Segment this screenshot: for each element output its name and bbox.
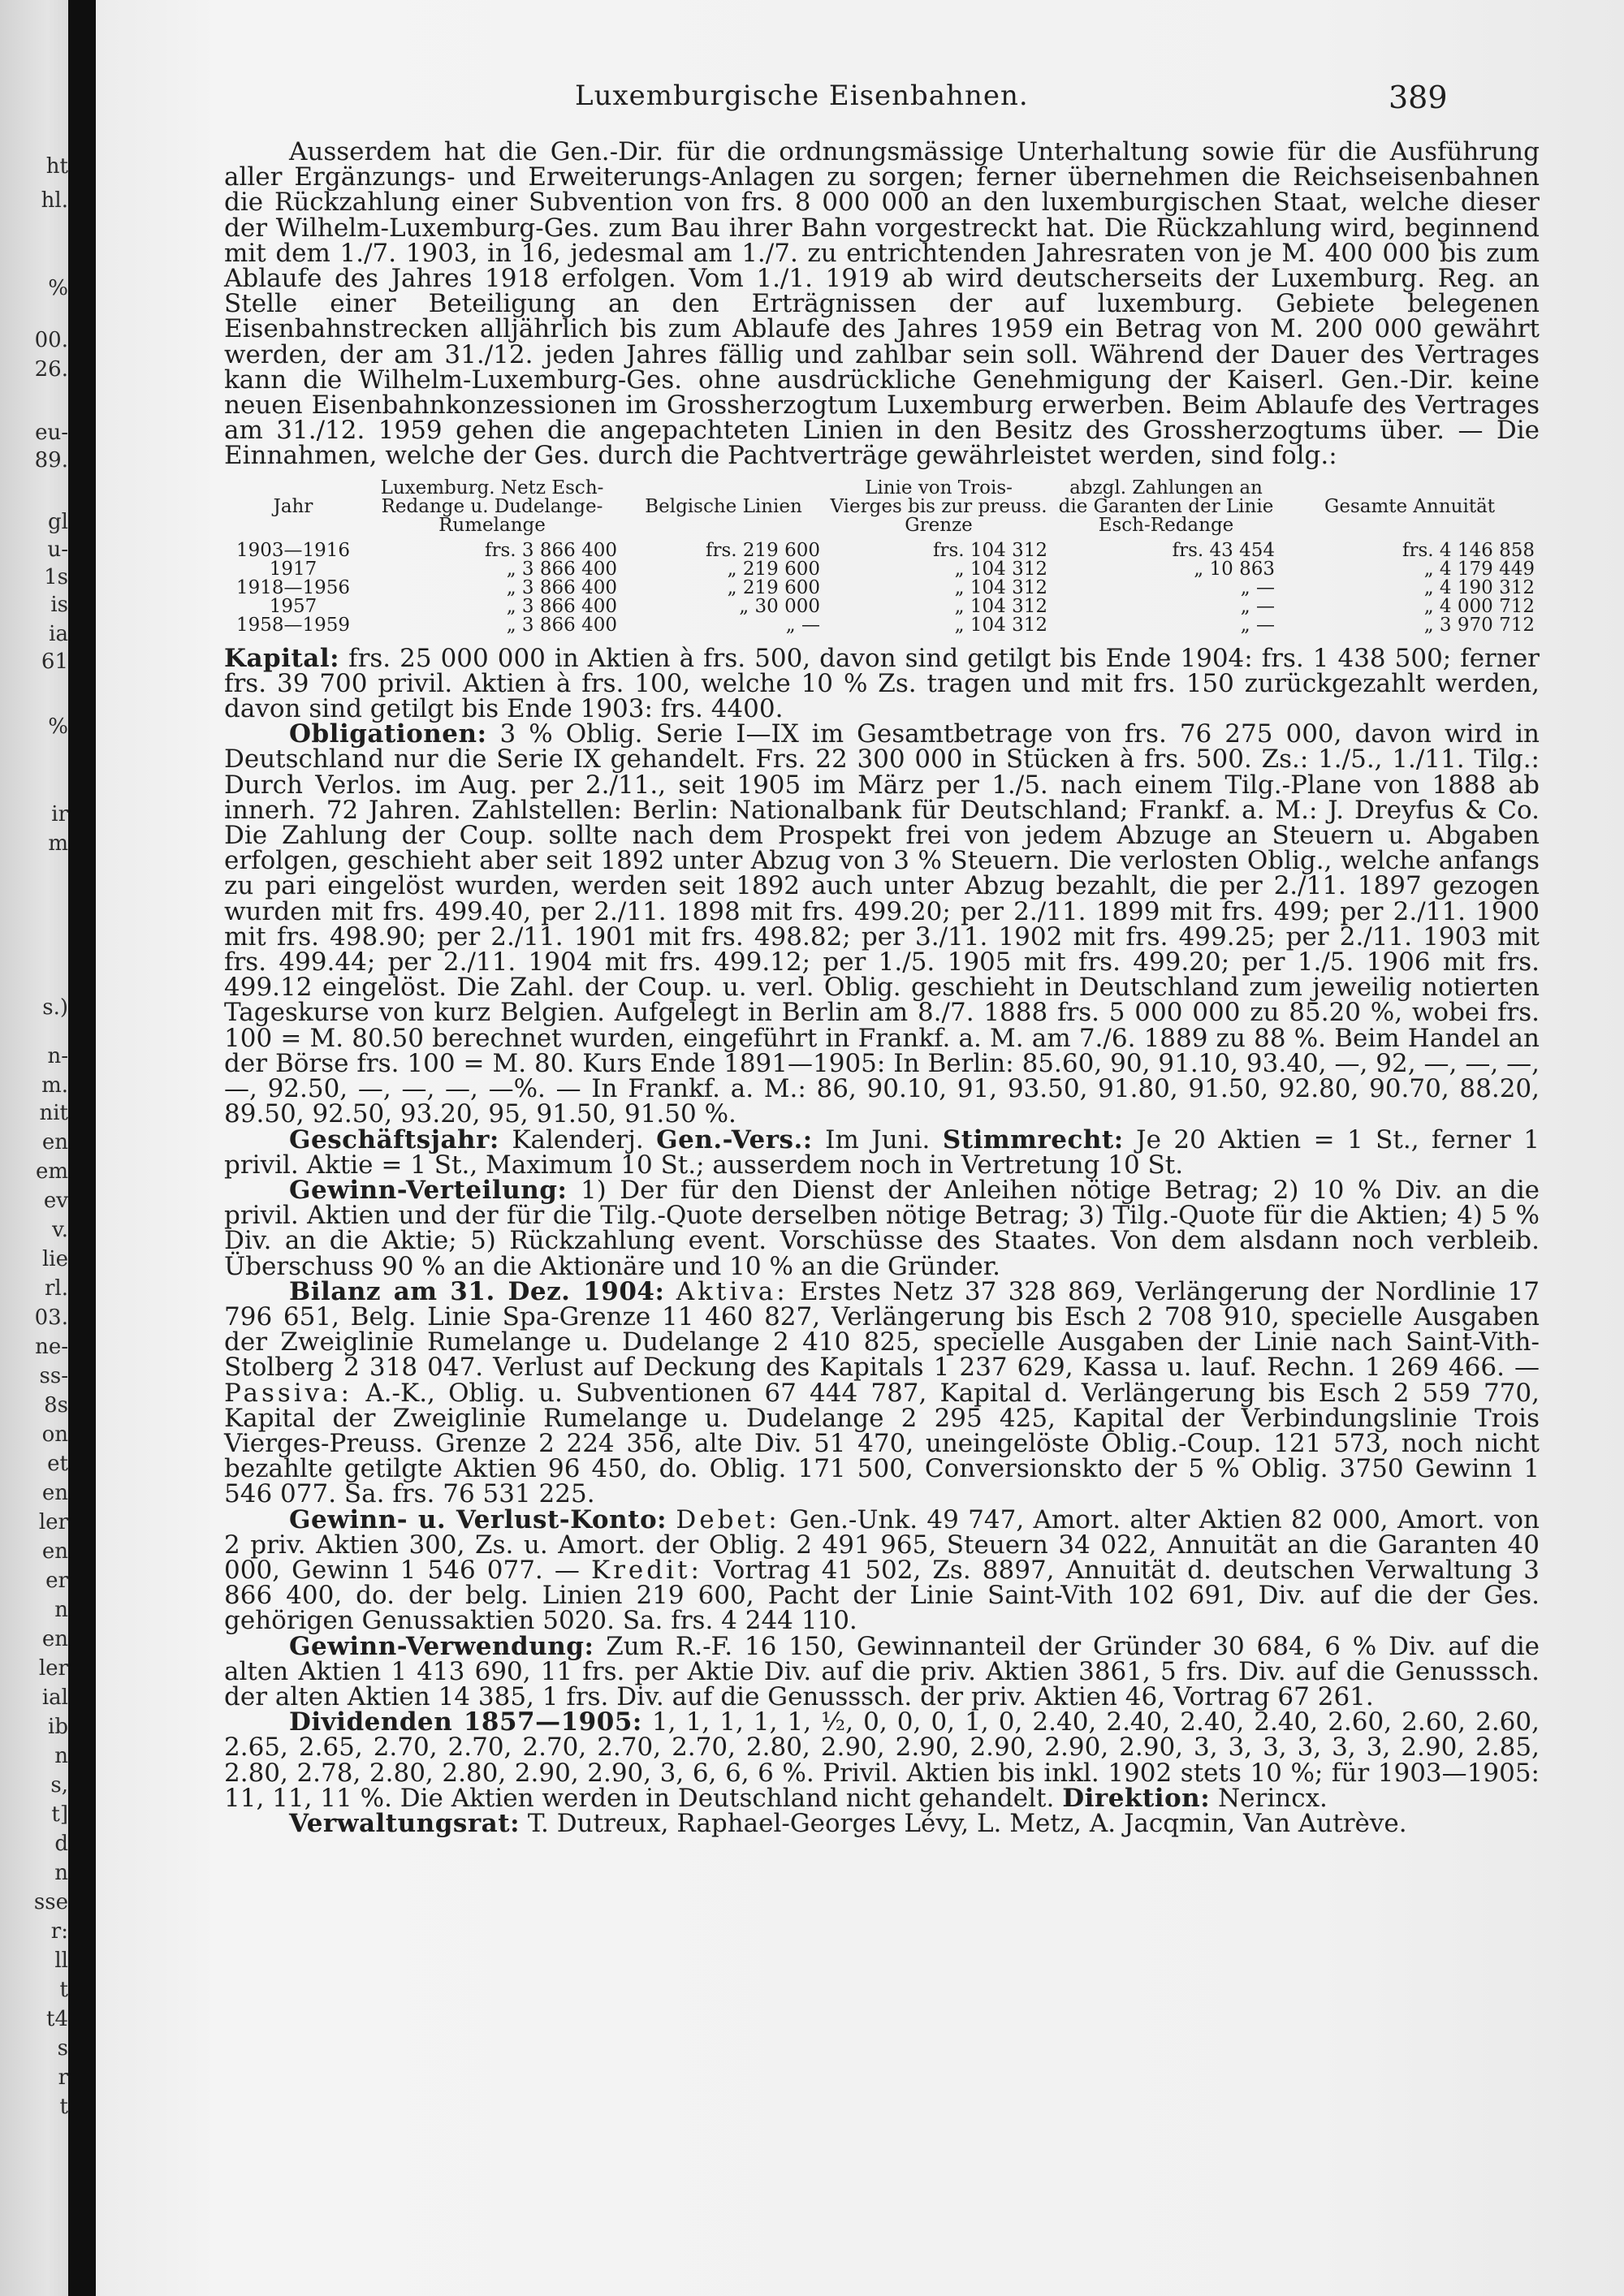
- previous-page-fragment: m.: [41, 1073, 68, 1098]
- previous-page-fragment: ler: [38, 1656, 68, 1681]
- previous-page-fragment: sse: [33, 1890, 68, 1914]
- annuity-table-grid: [224, 479, 1540, 635]
- previous-page-fragment: em: [35, 1159, 68, 1184]
- cell-netz: „ 3 866 400: [506, 595, 617, 617]
- table-header-row: [224, 479, 1540, 542]
- previous-page-fragment: ll: [54, 1949, 68, 1973]
- label-kredit: Kredit:: [590, 1555, 702, 1585]
- label-passiva: Passiva:: [224, 1378, 353, 1408]
- heading-dividenden: Dividenden 1857—1905:: [289, 1707, 642, 1737]
- previous-page-fragment: en: [41, 1481, 68, 1505]
- heading-gen-vers: Gen.-Vers.:: [656, 1124, 813, 1154]
- previous-page-fragment: u-: [47, 537, 68, 562]
- text-stimmrecht: Je 20 Aktien = 1 St., ferner 1 privil. Aktie = 1 St., Maximum 10 St.; ausserdem noch in Vertretung 10 St.: [224, 1124, 1540, 1180]
- cell-netz: „ 3 866 400: [506, 614, 617, 636]
- cell-gesamt: frs. 4 146 858: [1402, 539, 1535, 561]
- col-header-jahr: Jahr: [273, 495, 313, 517]
- previous-page-fragment: is: [50, 593, 68, 617]
- previous-page-fragment: n-: [47, 1044, 68, 1068]
- previous-page-fragment: %: [48, 276, 68, 300]
- previous-page-fragment: ne-: [35, 1335, 68, 1359]
- intro-paragraph: Ausserdem hat die Gen.-Dir. für die ordnungsmässige Unterhaltung sowie für die Ausführung aller Ergänzungs- und Erweiterungs-Anlagen zu sorgen; ferner übernehmen die Reichseisenbahnen die Rückzahlung einer Subvention von frs. 8 000 000 an den luxemburgischen Staat, welche dieser der Wilhelm-Luxemburg-Ges. zum Bau ihrer Bahn vorgestreckt hat. Die Rückzahlung wird, beginnend mit dem 1./7. 1903, in 16, jedesmal am 1./7. zu entrichtenden Jahresraten von je M. 400 000 bis zum Ablaufe des Jahres 1918 erfolgen. Vom 1./1. 1919 ab wird deutscherseits der Luxemburg. Reg. an Stelle einer Beteiligung an den Erträgnissen der auf luxemburg. Gebiete belegenen Eisenbahnstrecken alljährlich bis zum Ablaufe des Jahres 1959 ein Betrag von M. 200 000 gewährt werden, der am 31./12. jeden Jahres fällig und zahlbar sein soll. Während der Dauer des Vertrages kann die Wilhelm-Luxemburg-Ges. ohne ausdrückliche Genehmigung der Kaiserl. Gen.-Dir. keine neuen Eisenbahnkonzessionen im Grossherzogtum Luxemburg erwerben. Beim Ablaufe des Vertrages am 31./12. 1959 gehen die angepachteten Linien in den Besitz des Grossherzogtums über. — Die Einnahmen, welche der Ges. durch die Pachtverträge gewährleistet werden, sind folg.:: [224, 137, 1540, 471]
- previous-page-fragment: ib: [48, 1715, 68, 1739]
- body-text: [224, 137, 1540, 1838]
- book-gutter: [68, 0, 96, 2296]
- previous-page-fragment: ss-: [39, 1364, 68, 1388]
- previous-page-fragment: er: [45, 1569, 68, 1593]
- previous-page-fragment: ia: [49, 622, 68, 646]
- text-obligationen: 3 % Oblig. Serie I—IX im Gesamtbetrage von frs. 76 275 000, davon wird in Deutschland nur die Serie IX gehandelt. Frs. 22 300 000 in Stücken à frs. 500. Zs.: 1./5., 1./11. Tilg.: Durch Verlos. im Aug. per 2./11., seit 1905 im März per 1./5. nach einem Tilg.-Plane von 1888 ab innerh. 72 Jahren. Zahlstellen: Berlin: Nationalbank für Deutschland; Frankf. a. M.: J. Dreyfus & Co. Die Zahlung der Coup. sollte nach dem Prospekt frei von jedem Abzuge an Steuern u. Abgaben erfolgen, geschieht aber seit 1892 unter Abzug von 3 % Steuern. Die verlosten Oblig., welche anfangs zu pari eingelöst wurden, werden seit 1892 auch unter Abzug bezahlt, die per 2./11. 1897 gezogen wurden mit frs. 499.40, per 2./11. 1898 mit frs. 499.20; per 2./11. 1899 mit frs. 499; per 2./11. 1900 mit frs. 498.90; per 2./11. 1901 mit frs. 498.82; per 3./11. 1902 mit frs. 499.25; per 2./11. 1903 mit frs. 499.44; per 2./11. 1904 mit frs. 499.12; per 1./5. 1905 mit frs. 499.20; per 1./5. 1906 mit frs. 499.12 eingelöst. Die Zahl. der Coup. u. verl. Oblig. geschieht in Deutschland zum jeweilig notierten Tageskurse von kurz Belgien. Aufgelegt in Berlin am 8./7. 1888 frs. 5 000 000 zu 85.20 %, wobei frs. 100 = M. 80.50 berechnet wurden, eingeführt in Frankf. a. M. am 7./6. 1889 zu 88 %. Beim Handel an der Börse frs. 100 = M. 80. Kurs Ende 1891—1905: In Berlin: 85.60, 90, 91.10, 93.40, —, 92, —, —, —, —, 92.50, —, —, —, —%. — In Frankf. a. M.: 86, 90.10, 91, 93.50, 91.80, 91.50, 92.80, 90.70, 88.20, 89.50, 92.50, 93.20, 95, 91.50, 91.50 %.: [224, 719, 1540, 1129]
- cell-belg: „ 30 000: [739, 595, 820, 617]
- cell-belg: „ —: [785, 614, 820, 636]
- section-gewinn-verwendung: [224, 1631, 1540, 1711]
- heading-obligationen: Obligationen:: [289, 719, 487, 749]
- previous-page-fragment: gl: [48, 510, 68, 534]
- previous-page-fragment: en: [41, 1539, 68, 1564]
- cell-belg: „ 219 600: [727, 558, 820, 580]
- heading-stimmrecht: Stimmrecht:: [942, 1124, 1124, 1154]
- section-gewinn-verteilung: [224, 1175, 1540, 1281]
- previous-page-fragment: r:: [50, 1919, 68, 1944]
- previous-page-fragment: r: [58, 2065, 68, 2090]
- text-geschaeftsjahr: Kalenderj.: [512, 1124, 644, 1154]
- section-gewinn-verlust: [224, 1504, 1540, 1636]
- previous-page-fragment: 00.: [34, 328, 68, 352]
- table-row: [224, 579, 1540, 598]
- running-head: [96, 75, 1624, 123]
- heading-kapital: Kapital:: [224, 643, 340, 673]
- text-dividenden: 1, 1, 1, 1, 1, ½, 0, 0, 0, 1, 0, 2.40, 2.40, 2.40, 2.40, 2.60, 2.60, 2.60, 2.65, 2.65, 2.70, 2.70, 2.70, 2.70, 2.70, 2.80, 2.90, 2.90, 2.90, 2.90, 2.90, 3, 3, 3, 3, 3, 3, 2.90, 2.85, 2.80, 2.78, 2.80, 2.80, 2.90, 2.90, 3, 6, 6, 6 %. Privil. Aktien bis inkl. 1902 stets 10 %; für 1903—1905: 11, 11, 11 %. Die Aktien werden in Deutschland nicht gehandelt.: [224, 1707, 1540, 1813]
- heading-gewinn-verteilung: Gewinn-Verteilung:: [289, 1175, 568, 1205]
- previous-page-edge: [0, 0, 68, 2296]
- heading-gewinn-verlust: Gewinn- u. Verlust-Konto:: [289, 1504, 667, 1534]
- previous-page-fragment: d: [54, 1832, 68, 1856]
- section-verwaltungsrat: [224, 1808, 1540, 1838]
- text-kredit: Vortrag 41 502, Zs. 8897, Annuität d. deutschen Verwaltung 3 866 400, do. der belg. Linien 219 600, Pacht der Linie Saint-Vith 102 691, Div. auf die der Ges. gehörigen Genussaktien 5020. Sa. frs. 4 244 110.: [224, 1555, 1540, 1636]
- cell-jahr: 1957: [269, 595, 317, 617]
- section-dividenden: [224, 1707, 1540, 1813]
- section-obligationen: [224, 719, 1540, 1129]
- text-verwaltungsrat: T. Dutreux, Raphael-Georges Lévy, L. Metz, A. Jacqmin, Van Autrève.: [527, 1808, 1407, 1838]
- page-number: 389: [1389, 80, 1448, 115]
- previous-page-fragment: v.: [52, 1218, 68, 1242]
- previous-page-fragment: eu-: [35, 421, 68, 445]
- table-row: [224, 598, 1540, 616]
- previous-page-fragment: 61: [41, 650, 68, 674]
- previous-page-fragment: ler: [38, 1510, 68, 1534]
- previous-page-fragment: n: [54, 1598, 68, 1622]
- text-gen-vers: Im Juni.: [825, 1124, 931, 1154]
- section-kapital: [224, 643, 1540, 724]
- previous-page-fragment: 8s: [44, 1393, 68, 1418]
- cell-netz: „ 3 866 400: [506, 558, 617, 580]
- cell-abzgl: „ —: [1240, 576, 1275, 598]
- cell-gesamt: „ 3 970 712: [1423, 614, 1535, 636]
- cell-abzgl: „ —: [1240, 595, 1275, 617]
- previous-page-fragment: n: [54, 1861, 68, 1885]
- previous-page-fragment: ev: [43, 1189, 68, 1213]
- cell-trois: „ 104 312: [954, 576, 1047, 598]
- col-header-belg: Belgische Linien: [645, 495, 802, 517]
- label-aktiva: Aktiva:: [676, 1276, 788, 1306]
- previous-page-fragment: en: [41, 1627, 68, 1651]
- previous-page-fragment: et: [47, 1452, 68, 1476]
- previous-page-fragment: n: [54, 1744, 68, 1768]
- cell-abzgl: „ 10 863: [1194, 558, 1275, 580]
- cell-belg: „ 219 600: [727, 576, 820, 598]
- previous-page-fragment: lie: [41, 1247, 68, 1271]
- previous-page-fragment: ht: [45, 154, 68, 179]
- section-geschaeftsjahr: [224, 1124, 1540, 1180]
- text-passiva: A.-K., Oblig. u. Subventionen 67 444 787, Kapital d. Verlängerung bis Esch 2 559 770, Kapital der Zweiglinie Rumelange u. Dudelange 2 295 425, Kapital der Verbindungslinie Trois Vierges-Preuss. Grenze 2 224 356, alte Div. 51 470, uneingelöste Oblig.-Coup. 121 573, noch nicht bezahlte getilgte Aktien 96 450, do. Oblig. 171 500, Conversionskto der 5 % Oblig. 3750 Gewinn 1 546 077. Sa. frs. 76 531 225.: [224, 1378, 1540, 1509]
- previous-page-fragment: %: [48, 714, 68, 739]
- text-direktion: Nerincx.: [1218, 1783, 1328, 1813]
- cell-belg: frs. 219 600: [705, 539, 820, 561]
- label-debet: Debet:: [676, 1504, 780, 1534]
- previous-page-fragment: t4: [46, 2007, 68, 2031]
- heading-direktion: Direktion:: [1062, 1783, 1211, 1813]
- cell-trois: „ 104 312: [954, 595, 1047, 617]
- cell-netz: „ 3 866 400: [506, 576, 617, 598]
- previous-page-fragment: ial: [41, 1685, 68, 1710]
- text-gewinn-verteilung: 1) Der für den Dienst der Anleihen nötige Betrag; 2) 10 % Div. an die privil. Aktien und der für die Tilg.-Quote derselben nötige Betrag; 3) Tilg.-Quote für die Aktien; 4) 5 % Div. an die Aktie; 5) Rückzahlung event. Vorschüsse des Staates. Von dem alsdann noch verbleib. Überschuss 90 % an die Aktionäre und 10 % an die Gründer.: [224, 1175, 1540, 1281]
- previous-page-fragment: s.): [42, 995, 68, 1020]
- cell-netz: frs. 3 866 400: [485, 539, 617, 561]
- table-row: [224, 560, 1540, 579]
- previous-page-fragment: on: [41, 1422, 68, 1447]
- cell-jahr: 1918—1956: [235, 576, 351, 598]
- previous-page-fragment: t: [59, 1978, 68, 2002]
- previous-page-fragment: 89.: [34, 448, 68, 473]
- heading-gewinn-verwendung: Gewinn-Verwendung:: [289, 1631, 594, 1661]
- cell-jahr: 1903—1916: [235, 539, 351, 561]
- cell-gesamt: „ 4 000 712: [1423, 595, 1535, 617]
- previous-page-fragment: hl.: [41, 188, 68, 213]
- col-header-gesamt: Gesamte Annuität: [1324, 495, 1496, 517]
- previous-page-fragment: s: [57, 2036, 68, 2061]
- running-title: Luxemburgische Eisenbahnen.: [575, 80, 1029, 112]
- previous-page-fragment: nit: [39, 1101, 68, 1125]
- previous-page-fragment: t: [59, 2095, 68, 2119]
- cell-abzgl: frs. 43 454: [1172, 539, 1275, 561]
- previous-page-fragment: 03.: [34, 1306, 68, 1330]
- cell-jahr: 1958—1959: [235, 614, 351, 636]
- table-row: [224, 616, 1540, 635]
- text-kapital: frs. 25 000 000 in Aktien à frs. 500, davon sind getilgt bis Ende 1904: frs. 1 438 500; ferner frs. 39 700 privil. Aktien à frs. 100, welche 10 % Zs. tragen und mit frs. 150 zurückgezahlt werden, davon sind getilgt bis Ende 1903: frs. 4400.: [224, 643, 1540, 724]
- heading-bilanz: Bilanz am 31. Dez. 1904:: [289, 1276, 665, 1306]
- previous-page-fragment: rl.: [44, 1276, 68, 1301]
- section-bilanz: [224, 1276, 1540, 1509]
- text-debet: Gen.-Unk. 49 747, Amort. alter Aktien 82 000, Amort. von 2 priv. Aktien 300, Zs. u. Amort. der Oblig. 2 491 965, Steuern 34 022, Annuität an die Garanten 40 000, Gewinn 1 546 077. —: [224, 1504, 1540, 1585]
- table-body: [224, 539, 1540, 636]
- heading-verwaltungsrat: Verwaltungsrat:: [289, 1808, 520, 1838]
- cell-jahr: 1917: [269, 558, 317, 580]
- page-389: [96, 0, 1624, 2296]
- heading-geschaeftsjahr: Geschäftsjahr:: [289, 1124, 499, 1154]
- previous-page-fragment: t]: [51, 1802, 68, 1827]
- previous-page-fragment: ir: [51, 802, 68, 826]
- text-aktiva: Erstes Netz 37 328 869, Verlängerung der Nordlinie 17 796 651, Belg. Linie Spa-Grenze 11 460 827, Verlängerung bis Esch 2 708 910, specielle Ausgaben der Zweiglinie Rumelange u. Dudelange 2 410 825, specielle Ausgaben der Linie nach Saint-Vith-Stolberg 2 318 047. Verlust auf Deckung des Kapitals 1 237 629, Kassa u. lauf. Rechn. 1 269 466. —: [224, 1276, 1540, 1383]
- cell-gesamt: „ 4 190 312: [1423, 576, 1535, 598]
- previous-page-fragment: 26.: [34, 357, 68, 382]
- table-row: [224, 542, 1540, 560]
- previous-page-fragment: 1s: [44, 565, 68, 589]
- cell-abzgl: „ —: [1240, 614, 1275, 636]
- col-header-netz: Luxemburg. Netz Esch-Redange u. Dudelange-Rumelange: [380, 477, 604, 536]
- cell-gesamt: „ 4 179 449: [1423, 558, 1535, 580]
- text-gewinn-verwendung: Zum R.-F. 16 150, Gewinnanteil der Gründer 30 684, 6 % Div. auf die alten Aktien 1 413 690, 11 frs. per Aktie Div. auf die priv. Aktien 3861, 5 frs. Div. auf die Genusssch. der alten Aktien 14 385, 1 frs. Div. auf die Genusssch. der priv. Aktien 46, Vortrag 67 261.: [224, 1631, 1540, 1711]
- col-header-abzgl: abzgl. Zahlungen an die Garanten der Linie Esch-Redange: [1058, 477, 1274, 536]
- cell-trois: „ 104 312: [954, 558, 1047, 580]
- col-header-trois: Linie von Trois-Vierges bis zur preuss. Grenze: [830, 477, 1047, 536]
- annuity-table: [224, 479, 1540, 635]
- previous-page-fragment: m: [48, 831, 68, 856]
- previous-page-fragment: s,: [50, 1773, 68, 1798]
- cell-trois: „ 104 312: [954, 614, 1047, 636]
- cell-trois: frs. 104 312: [932, 539, 1047, 561]
- previous-page-fragment: en: [41, 1130, 68, 1154]
